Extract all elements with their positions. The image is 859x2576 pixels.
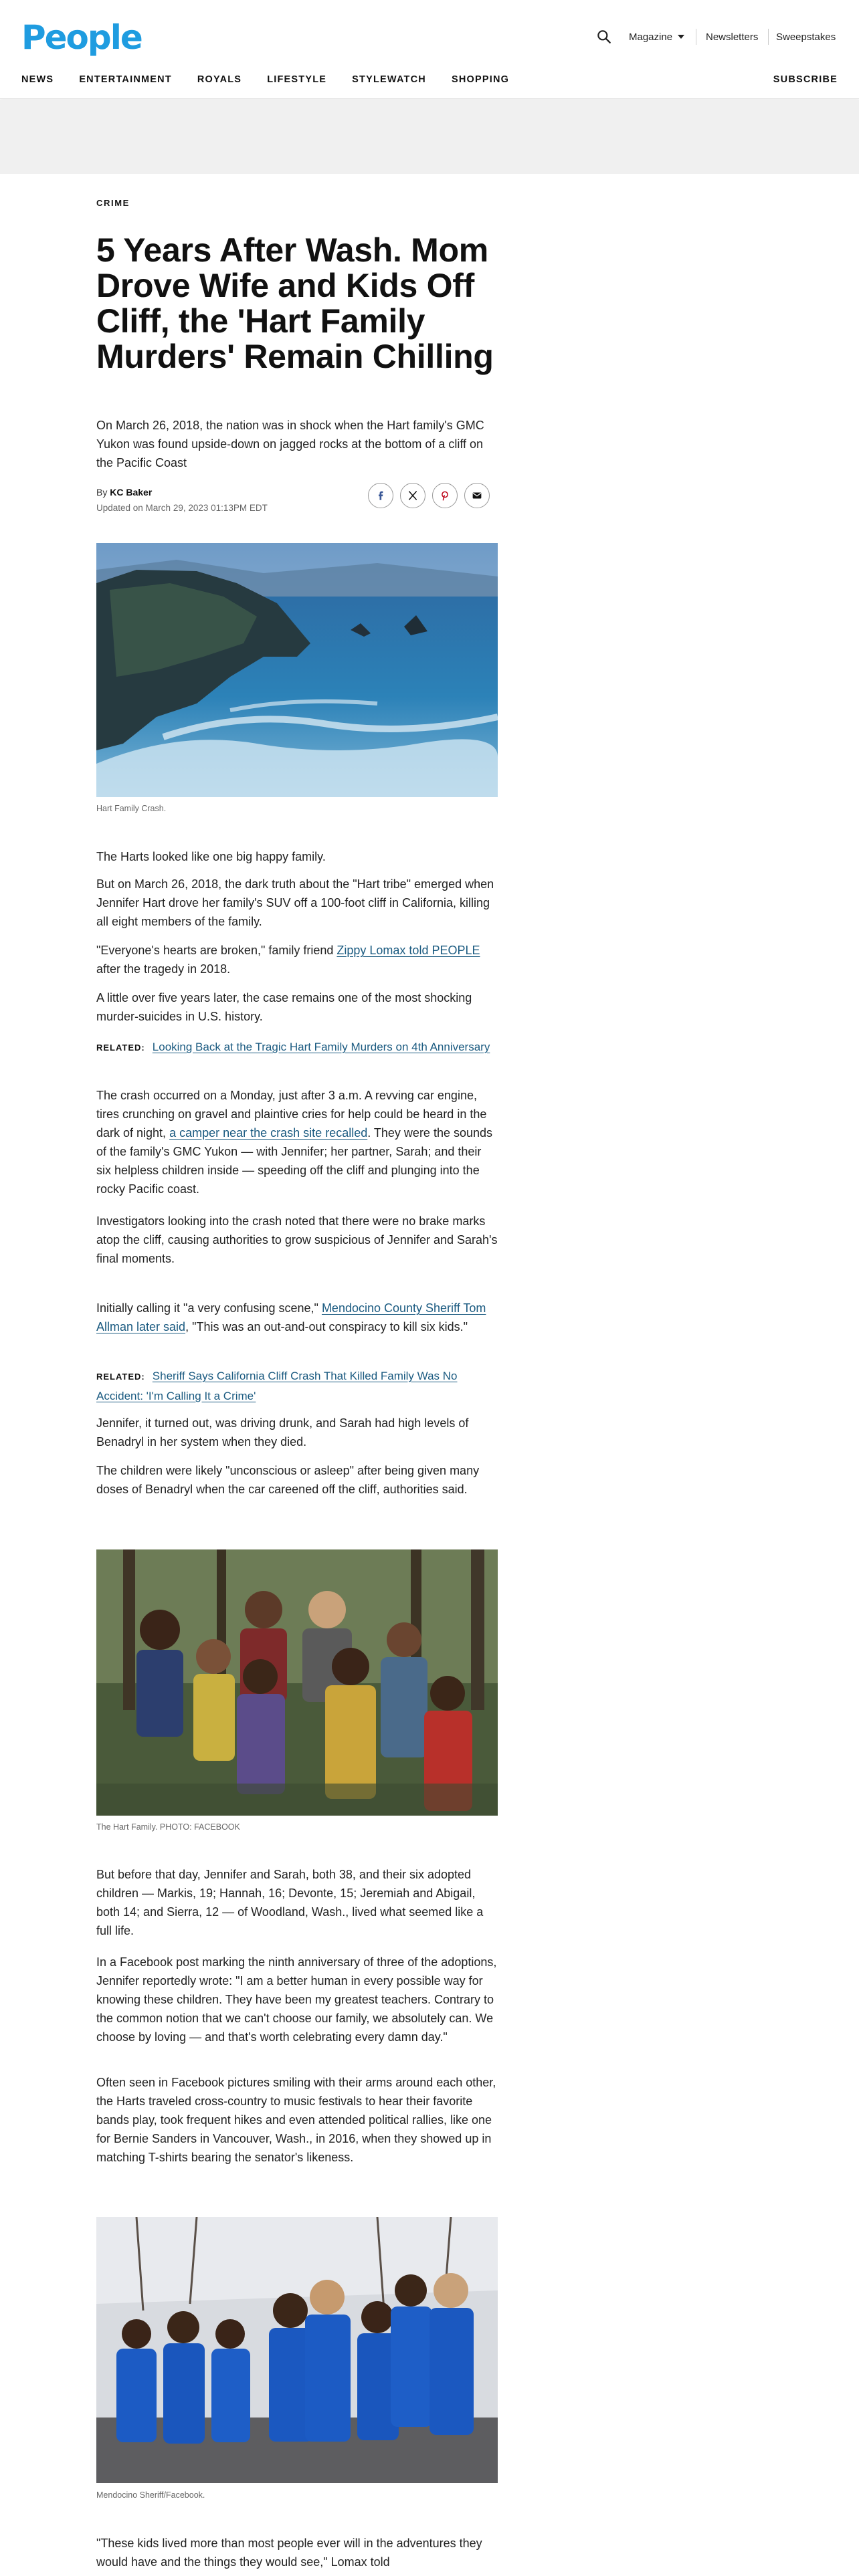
ad-banner — [0, 100, 859, 174]
photo-caption: Hart Family Crash. — [96, 804, 167, 813]
inline-link[interactable]: a camper near the crash site recalled — [169, 1126, 368, 1140]
paragraph-text: . They were the sounds of the family's GMC Yukon — with Jennifer; her partner, Sarah; and their six helpless children inside — speeding off the cliff and plunging into the rocky Pacific coast. — [96, 1126, 493, 1196]
x-share-button[interactable] — [400, 483, 425, 508]
people-logo[interactable]: People — [21, 18, 142, 57]
paragraph-text: The crash occurred on a Monday, just after 3 a.m. A revving car engine, tires crunching on gravel and plaintive cries for help could be heard in the dark of night, — [96, 1089, 487, 1140]
related-label: RELATED: — [96, 1043, 145, 1053]
article-dek: On March 26, 2018, the nation was in shock when the Hart family's GMC Yukon was found upside-down on jagged rocks at the bottom of a cliff on the Pacific Coast — [96, 419, 484, 469]
subscribe-link[interactable]: SUBSCRIBE — [773, 74, 838, 85]
paragraph — [96, 941, 498, 978]
main-nav — [21, 70, 535, 90]
pinterest-share-button[interactable] — [432, 483, 458, 508]
facebook-share-button[interactable] — [368, 483, 393, 508]
photo-caption: The Hart Family. PHOTO: FACEBOOK — [96, 1822, 240, 1832]
paragraph — [96, 1086, 498, 1198]
email-icon — [471, 490, 483, 502]
paragraph: Investigators looking into the crash noted that there were no brake marks atop the cliff, causing authorities to grow suspicious of Jennifer and Sarah's final moments. — [96, 1214, 498, 1265]
family-rally-photo — [96, 2217, 498, 2483]
magazine-label: Magazine — [629, 31, 673, 43]
search-icon[interactable] — [595, 28, 613, 45]
nav-item-shopping[interactable]: SHOPPING — [451, 74, 510, 85]
pinterest-icon — [439, 490, 451, 502]
paragraph: The children were likely "unconscious or asleep" after being given many doses of Benadryl when the car careened off the cliff, authorities said. — [96, 1464, 480, 1496]
related-link-block — [96, 1366, 498, 1406]
related-label: RELATED: — [96, 1372, 145, 1382]
byline — [96, 487, 152, 498]
updated-date: Updated on March 29, 2023 01:13PM EDT — [96, 503, 268, 513]
related-link[interactable]: Looking Back at the Tragic Hart Family Murders on 4th Anniversary — [152, 1041, 490, 1053]
inline-link[interactable]: Mendocino County Sheriff Tom Allman later said — [96, 1301, 486, 1333]
email-share-button[interactable] — [464, 483, 490, 508]
paragraph: But on March 26, 2018, the dark truth about the "Hart tribe" emerged when Jennifer Hart drove her family's SUV off a 100-foot cliff in California, killing all eight members of the family. — [96, 877, 494, 928]
paragraph-text: Initially calling it "a very confusing scene," — [96, 1301, 322, 1315]
photo-caption: Mendocino Sheriff/Facebook. — [96, 2490, 205, 2500]
by-label: By — [96, 487, 108, 498]
magazine-menu[interactable] — [629, 27, 684, 47]
nav-item-stylewatch[interactable]: STYLEWATCH — [352, 74, 426, 85]
family-image — [96, 1549, 498, 1816]
paragraph: The Harts looked like one big happy family. — [96, 850, 326, 863]
site-header — [0, 0, 859, 99]
nav-item-entertainment[interactable]: ENTERTAINMENT — [79, 74, 172, 85]
nav-item-news[interactable]: NEWS — [21, 74, 54, 85]
author-link[interactable]: KC Baker — [110, 487, 153, 498]
family-photo — [96, 1549, 498, 1816]
paragraph-text: "Everyone's hearts are broken," family friend — [96, 944, 337, 957]
paragraph: "These kids lived more than most people ever will in the adventures they would have and the things they would see," Lomax told — [96, 2537, 482, 2569]
paragraph: Jennifer, it turned out, was driving drunk, and Sarah had high levels of Benadryl in her system when they died. — [96, 1416, 469, 1448]
related-link-block — [96, 1037, 498, 1057]
x-icon — [407, 490, 419, 502]
paragraph: But before that day, Jennifer and Sarah, both 38, and their six adopted children — Markis, 19; Hannah, 16; Devonte, 15; Jeremiah and Abigail, both 14; and Sierra, 12 — of Woodland, Wash., lived what seemed like a full life. — [96, 1868, 484, 1937]
crash-site-photo — [96, 543, 498, 797]
chevron-down-icon — [678, 35, 684, 39]
rally-image — [96, 2217, 498, 2483]
coastline-image — [96, 543, 498, 797]
paragraph: A little over five years later, the case remains one of the most shocking murder-suicides in U.S. history. — [96, 991, 472, 1023]
related-link[interactable]: Sheriff Says California Cliff Crash That Killed Family Was No Accident: 'I'm Calling It a Crime' — [96, 1370, 458, 1402]
divider — [768, 29, 769, 45]
paragraph-text: after the tragedy in 2018. — [96, 962, 231, 976]
sweepstakes-link[interactable]: Sweepstakes — [776, 31, 836, 43]
newsletters-link[interactable]: Newsletters — [706, 31, 759, 43]
category-label[interactable]: CRIME — [96, 198, 130, 208]
paragraph: Often seen in Facebook pictures smiling with their arms around each other, the Harts traveled cross-country to music festivals to hear their favorite bands play, took frequent hikes and even attended political rallies, like one for Bernie Sanders in Vancouver, Wash., in 2016, when they showed up in matching T-shirts bearing the senator's likeness. — [96, 2076, 496, 2164]
facebook-icon — [375, 490, 387, 502]
paragraph — [96, 1299, 498, 1336]
paragraph-text: , "This was an out-and-out conspiracy to kill six kids." — [185, 1320, 468, 1333]
nav-item-royals[interactable]: ROYALS — [197, 74, 242, 85]
paragraph: In a Facebook post marking the ninth anniversary of three of the adoptions, Jennifer reportedly wrote: "I am a better human in every possible way for knowing these children. They have been my greatest teachers. Contrary to the common notion that we can't choose our family, we absolutely can. We choose by loving — and that's worth celebrating every damn day." — [96, 1955, 497, 2044]
article-title: 5 Years After Wash. Mom Drove Wife and Kids Off Cliff, the 'Hart Family Murders' Remain Chilling — [96, 231, 494, 375]
nav-item-lifestyle[interactable]: LIFESTYLE — [267, 74, 327, 85]
inline-link[interactable]: Zippy Lomax told PEOPLE — [337, 944, 480, 957]
